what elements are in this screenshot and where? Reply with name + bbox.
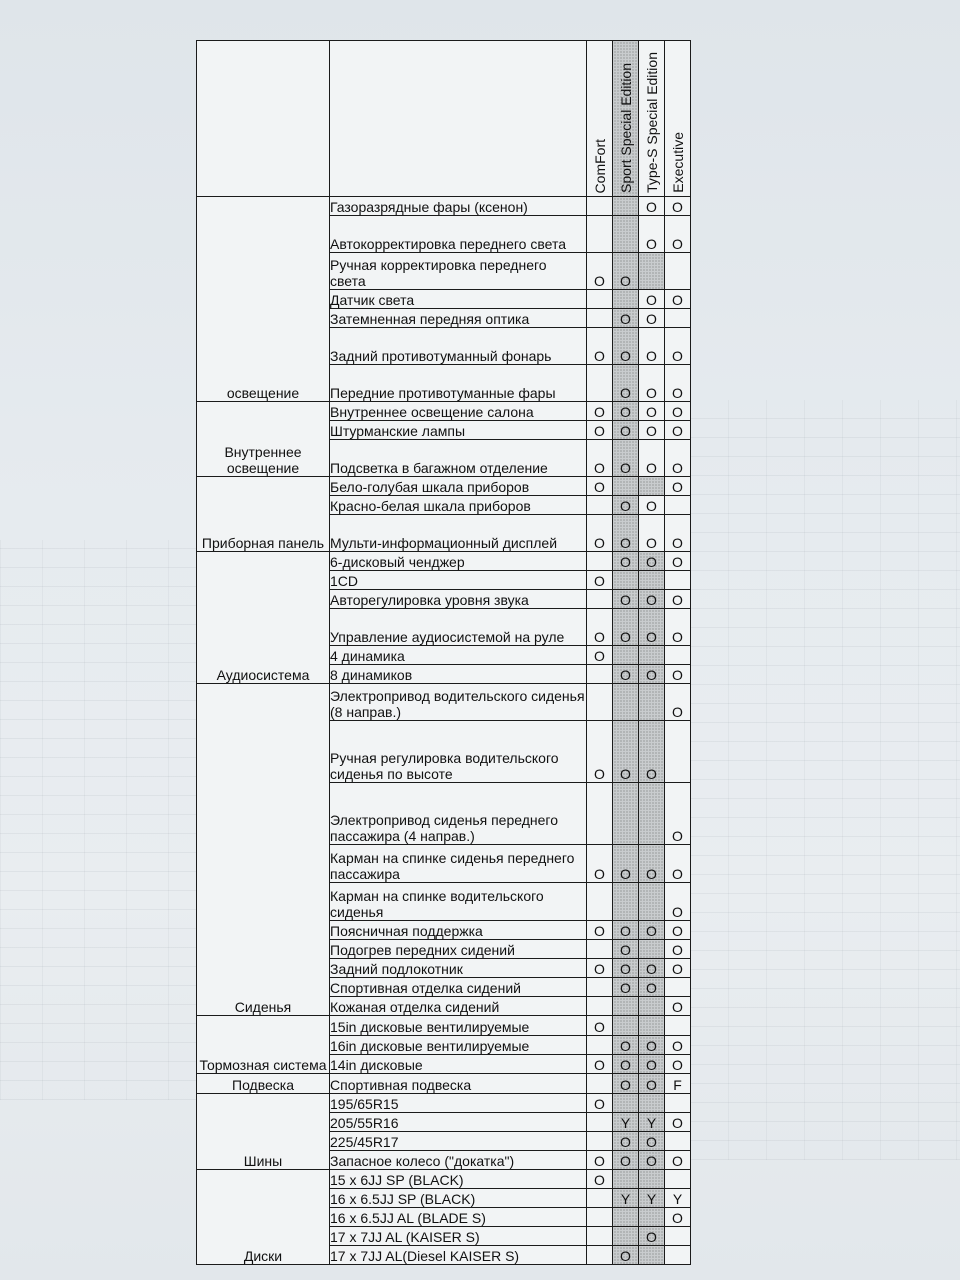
mark-cell bbox=[639, 1246, 665, 1265]
mark-cell bbox=[587, 309, 613, 328]
mark-cell bbox=[665, 1094, 691, 1113]
mark-cell: O bbox=[587, 253, 613, 290]
mark-cell: O bbox=[587, 1055, 613, 1074]
header-category-cell bbox=[197, 41, 330, 197]
feature-cell: 1CD bbox=[330, 571, 587, 590]
column-label: Sport Special Edition bbox=[617, 63, 634, 193]
table-row bbox=[197, 1094, 691, 1113]
mark-cell: O bbox=[613, 665, 639, 684]
mark-cell bbox=[587, 1208, 613, 1227]
trim-comparison-table bbox=[196, 40, 691, 1265]
mark-cell bbox=[639, 684, 665, 721]
mark-cell: O bbox=[613, 421, 639, 440]
mark-cell bbox=[639, 783, 665, 845]
mark-cell: O bbox=[587, 402, 613, 421]
mark-cell bbox=[587, 1189, 613, 1208]
mark-cell: O bbox=[613, 1132, 639, 1151]
feature-cell: Затемненная передняя оптика bbox=[330, 309, 587, 328]
column-label: Type-S Special Edition bbox=[643, 52, 660, 193]
mark-cell: O bbox=[587, 1016, 613, 1036]
mark-cell: O bbox=[665, 883, 691, 921]
mark-cell: O bbox=[587, 571, 613, 590]
mark-cell: O bbox=[587, 1151, 613, 1170]
mark-cell bbox=[613, 1170, 639, 1189]
mark-cell: O bbox=[587, 721, 613, 783]
mark-cell bbox=[665, 253, 691, 290]
mark-cell: O bbox=[665, 609, 691, 646]
mark-cell bbox=[639, 477, 665, 496]
mark-cell bbox=[639, 1208, 665, 1227]
mark-cell: O bbox=[587, 845, 613, 883]
feature-cell: Карман на спинке сиденья переднего пассажира bbox=[330, 845, 587, 883]
mark-cell: O bbox=[639, 515, 665, 552]
mark-cell bbox=[613, 1094, 639, 1113]
feature-cell: 15 x 6JJ SP (BLACK) bbox=[330, 1170, 587, 1189]
feature-cell: 16 x 6.5JJ AL (BLADE S) bbox=[330, 1208, 587, 1227]
feature-cell: Подогрев передних сидений bbox=[330, 940, 587, 959]
mark-cell bbox=[587, 1036, 613, 1055]
mark-cell: O bbox=[665, 921, 691, 940]
mark-cell: O bbox=[665, 1208, 691, 1227]
category-cell: Аудиосистема bbox=[197, 552, 330, 684]
mark-cell: O bbox=[665, 959, 691, 978]
mark-cell: O bbox=[665, 940, 691, 959]
mark-cell: O bbox=[639, 402, 665, 421]
feature-cell: Передние противотуманные фары bbox=[330, 365, 587, 402]
mark-cell: O bbox=[613, 1246, 639, 1265]
mark-cell bbox=[613, 684, 639, 721]
mark-cell: O bbox=[613, 590, 639, 609]
mark-cell: O bbox=[665, 783, 691, 845]
mark-cell: O bbox=[639, 1055, 665, 1074]
mark-cell: O bbox=[613, 1055, 639, 1074]
feature-cell: 16in дисковые вентилируемые bbox=[330, 1036, 587, 1055]
mark-cell bbox=[639, 1170, 665, 1189]
mark-cell bbox=[587, 590, 613, 609]
mark-cell: O bbox=[613, 921, 639, 940]
category-cell: освещение bbox=[197, 197, 330, 402]
feature-cell: 205/55R16 bbox=[330, 1113, 587, 1132]
mark-cell bbox=[665, 1246, 691, 1265]
mark-cell: O bbox=[613, 721, 639, 783]
mark-cell bbox=[665, 1227, 691, 1246]
mark-cell: O bbox=[613, 940, 639, 959]
feature-cell: 15in дисковые вентилируемые bbox=[330, 1016, 587, 1036]
mark-cell bbox=[639, 1016, 665, 1036]
column-label: ComFort bbox=[591, 138, 608, 193]
mark-cell: O bbox=[665, 421, 691, 440]
mark-cell: O bbox=[613, 440, 639, 477]
mark-cell: O bbox=[587, 959, 613, 978]
mark-cell: O bbox=[665, 1151, 691, 1170]
column-header-comfort bbox=[587, 41, 613, 197]
mark-cell bbox=[613, 216, 639, 253]
mark-cell: O bbox=[665, 328, 691, 365]
mark-cell: O bbox=[639, 845, 665, 883]
feature-cell: Карман на спинке водительского сиденья bbox=[330, 883, 587, 921]
mark-cell bbox=[613, 997, 639, 1016]
mark-cell: O bbox=[613, 845, 639, 883]
mark-cell bbox=[613, 1227, 639, 1246]
mark-cell bbox=[639, 253, 665, 290]
mark-cell: O bbox=[639, 1074, 665, 1094]
feature-cell: Задний подлокотник bbox=[330, 959, 587, 978]
mark-cell: O bbox=[613, 1036, 639, 1055]
table-row bbox=[197, 402, 691, 421]
table-row bbox=[197, 1170, 691, 1189]
mark-cell: O bbox=[613, 365, 639, 402]
mark-cell bbox=[613, 1208, 639, 1227]
mark-cell: O bbox=[639, 959, 665, 978]
mark-cell: O bbox=[639, 309, 665, 328]
mark-cell: O bbox=[639, 496, 665, 515]
mark-cell: O bbox=[587, 440, 613, 477]
mark-cell: O bbox=[665, 684, 691, 721]
feature-cell: Штурманские лампы bbox=[330, 421, 587, 440]
mark-cell bbox=[587, 496, 613, 515]
mark-cell bbox=[665, 309, 691, 328]
feature-cell: 225/45R17 bbox=[330, 1132, 587, 1151]
mark-cell: O bbox=[639, 328, 665, 365]
mark-cell bbox=[613, 883, 639, 921]
category-cell: Тормозная система bbox=[197, 1016, 330, 1074]
feature-cell: 14in дисковые bbox=[330, 1055, 587, 1074]
table-row bbox=[197, 197, 691, 216]
mark-cell: O bbox=[613, 309, 639, 328]
feature-cell: Спортивная отделка сидений bbox=[330, 978, 587, 997]
mark-cell bbox=[587, 1074, 613, 1094]
mark-cell bbox=[613, 1016, 639, 1036]
mark-cell: O bbox=[665, 216, 691, 253]
header-feature-cell bbox=[330, 41, 587, 197]
mark-cell bbox=[587, 552, 613, 571]
mark-cell: F bbox=[665, 1074, 691, 1094]
mark-cell: O bbox=[639, 1151, 665, 1170]
feature-cell: Спортивная подвеска bbox=[330, 1074, 587, 1094]
mark-cell bbox=[587, 1227, 613, 1246]
mark-cell bbox=[613, 646, 639, 665]
mark-cell: O bbox=[587, 921, 613, 940]
feature-cell: 17 x 7JJ AL(Diesel KAISER S) bbox=[330, 1246, 587, 1265]
mark-cell: O bbox=[639, 609, 665, 646]
mark-cell: O bbox=[665, 665, 691, 684]
feature-cell: Кожаная отделка сидений bbox=[330, 997, 587, 1016]
mark-cell bbox=[613, 197, 639, 216]
mark-cell: O bbox=[639, 197, 665, 216]
mark-cell: O bbox=[587, 609, 613, 646]
feature-cell: 17 x 7JJ AL (KAISER S) bbox=[330, 1227, 587, 1246]
mark-cell: O bbox=[665, 197, 691, 216]
mark-cell: O bbox=[665, 515, 691, 552]
table-body bbox=[197, 197, 691, 1265]
table-row bbox=[197, 477, 691, 496]
column-header-executive bbox=[665, 41, 691, 197]
mark-cell bbox=[587, 1246, 613, 1265]
table-row bbox=[197, 684, 691, 721]
feature-cell: Автокорректировка переднего света bbox=[330, 216, 587, 253]
mark-cell bbox=[639, 997, 665, 1016]
mark-cell: O bbox=[665, 1055, 691, 1074]
mark-cell: O bbox=[587, 515, 613, 552]
mark-cell bbox=[587, 1113, 613, 1132]
mark-cell: Y bbox=[613, 1113, 639, 1132]
mark-cell: O bbox=[613, 496, 639, 515]
column-header-sport bbox=[613, 41, 639, 197]
feature-cell: 6-дисковый ченджер bbox=[330, 552, 587, 571]
mark-cell bbox=[665, 978, 691, 997]
mark-cell bbox=[639, 940, 665, 959]
mark-cell: O bbox=[639, 665, 665, 684]
feature-cell: Поясничная поддержка bbox=[330, 921, 587, 940]
mark-cell bbox=[587, 665, 613, 684]
mark-cell bbox=[665, 1016, 691, 1036]
mark-cell bbox=[587, 997, 613, 1016]
column-header-type-s bbox=[639, 41, 665, 197]
mark-cell: O bbox=[613, 959, 639, 978]
feature-cell: Подсветка в багажном отделение bbox=[330, 440, 587, 477]
mark-cell bbox=[639, 646, 665, 665]
mark-cell: O bbox=[613, 609, 639, 646]
feature-cell: 8 динамиков bbox=[330, 665, 587, 684]
feature-cell: Задний противотуманный фонарь bbox=[330, 328, 587, 365]
mark-cell: Y bbox=[639, 1189, 665, 1208]
category-cell: Приборная панель bbox=[197, 477, 330, 552]
table-row bbox=[197, 1016, 691, 1036]
feature-cell: Датчик света bbox=[330, 290, 587, 309]
see-through-page-lines-left bbox=[0, 540, 200, 1100]
mark-cell bbox=[587, 1132, 613, 1151]
mark-cell bbox=[665, 571, 691, 590]
mark-cell bbox=[587, 365, 613, 402]
mark-cell bbox=[639, 883, 665, 921]
feature-cell: Ручная корректировка переднего света bbox=[330, 253, 587, 290]
mark-cell: O bbox=[639, 421, 665, 440]
feature-cell: Ручная регулировка водительского сиденья по высоте bbox=[330, 721, 587, 783]
mark-cell: O bbox=[665, 440, 691, 477]
mark-cell bbox=[587, 216, 613, 253]
mark-cell: O bbox=[665, 1113, 691, 1132]
category-cell: Сиденья bbox=[197, 684, 330, 1016]
mark-cell bbox=[613, 477, 639, 496]
mark-cell: O bbox=[613, 328, 639, 365]
mark-cell bbox=[665, 496, 691, 515]
mark-cell: O bbox=[639, 365, 665, 402]
mark-cell: O bbox=[665, 477, 691, 496]
mark-cell bbox=[587, 783, 613, 845]
mark-cell bbox=[665, 646, 691, 665]
feature-cell: Бело-голубая шкала приборов bbox=[330, 477, 587, 496]
see-through-page-lines bbox=[690, 400, 960, 1160]
mark-cell: O bbox=[613, 552, 639, 571]
mark-cell: O bbox=[665, 1036, 691, 1055]
mark-cell: O bbox=[665, 845, 691, 883]
feature-cell: Авторегулировка уровня звука bbox=[330, 590, 587, 609]
mark-cell: O bbox=[613, 978, 639, 997]
feature-cell: 195/65R15 bbox=[330, 1094, 587, 1113]
mark-cell bbox=[639, 571, 665, 590]
table-row bbox=[197, 552, 691, 571]
mark-cell bbox=[587, 883, 613, 921]
mark-cell bbox=[639, 1094, 665, 1113]
mark-cell: O bbox=[587, 1094, 613, 1113]
feature-cell: Мульти-информационный дисплей bbox=[330, 515, 587, 552]
mark-cell bbox=[587, 978, 613, 997]
mark-cell bbox=[613, 571, 639, 590]
mark-cell: O bbox=[639, 552, 665, 571]
mark-cell: O bbox=[613, 402, 639, 421]
mark-cell bbox=[665, 1132, 691, 1151]
mark-cell: O bbox=[665, 290, 691, 309]
column-label: Executive bbox=[669, 132, 686, 193]
feature-cell: Красно-белая шкала приборов bbox=[330, 496, 587, 515]
mark-cell: O bbox=[613, 1074, 639, 1094]
table-row bbox=[197, 1074, 691, 1094]
mark-cell: O bbox=[613, 253, 639, 290]
header-row bbox=[197, 41, 691, 197]
mark-cell: O bbox=[665, 997, 691, 1016]
mark-cell: O bbox=[665, 365, 691, 402]
mark-cell: O bbox=[639, 921, 665, 940]
mark-cell: O bbox=[639, 440, 665, 477]
mark-cell: O bbox=[639, 721, 665, 783]
feature-cell: 4 динамика bbox=[330, 646, 587, 665]
category-cell: Диски bbox=[197, 1170, 330, 1265]
mark-cell: O bbox=[639, 290, 665, 309]
mark-cell bbox=[587, 684, 613, 721]
mark-cell bbox=[587, 197, 613, 216]
mark-cell bbox=[613, 290, 639, 309]
mark-cell: O bbox=[639, 590, 665, 609]
mark-cell: O bbox=[639, 1132, 665, 1151]
category-cell: Подвеска bbox=[197, 1074, 330, 1094]
mark-cell: O bbox=[587, 477, 613, 496]
mark-cell: O bbox=[665, 402, 691, 421]
mark-cell: O bbox=[665, 552, 691, 571]
mark-cell: O bbox=[639, 216, 665, 253]
feature-cell: 16 x 6.5JJ SP (BLACK) bbox=[330, 1189, 587, 1208]
mark-cell bbox=[587, 940, 613, 959]
mark-cell: Y bbox=[613, 1189, 639, 1208]
mark-cell bbox=[665, 721, 691, 783]
mark-cell: O bbox=[613, 1151, 639, 1170]
feature-cell: Электропривод сиденья переднего пассажира (4 направ.) bbox=[330, 783, 587, 845]
mark-cell: O bbox=[639, 1036, 665, 1055]
mark-cell: Y bbox=[665, 1189, 691, 1208]
feature-cell: Электропривод водительского сиденья (8 направ.) bbox=[330, 684, 587, 721]
category-cell: Шины bbox=[197, 1094, 330, 1170]
mark-cell: O bbox=[587, 646, 613, 665]
feature-cell: Внутреннее освещение салона bbox=[330, 402, 587, 421]
mark-cell: Y bbox=[639, 1113, 665, 1132]
mark-cell: O bbox=[587, 328, 613, 365]
mark-cell: O bbox=[639, 978, 665, 997]
feature-cell: Газоразрядные фары (ксенон) bbox=[330, 197, 587, 216]
feature-cell: Запасное колесо ("докатка") bbox=[330, 1151, 587, 1170]
mark-cell: O bbox=[587, 1170, 613, 1189]
mark-cell: O bbox=[665, 590, 691, 609]
mark-cell bbox=[613, 783, 639, 845]
mark-cell bbox=[587, 290, 613, 309]
feature-cell: Управление аудиосистемой на руле bbox=[330, 609, 587, 646]
category-cell: Внутреннее освещение bbox=[197, 402, 330, 477]
mark-cell: O bbox=[639, 1227, 665, 1246]
mark-cell: O bbox=[613, 515, 639, 552]
mark-cell bbox=[665, 1170, 691, 1189]
mark-cell: O bbox=[587, 421, 613, 440]
